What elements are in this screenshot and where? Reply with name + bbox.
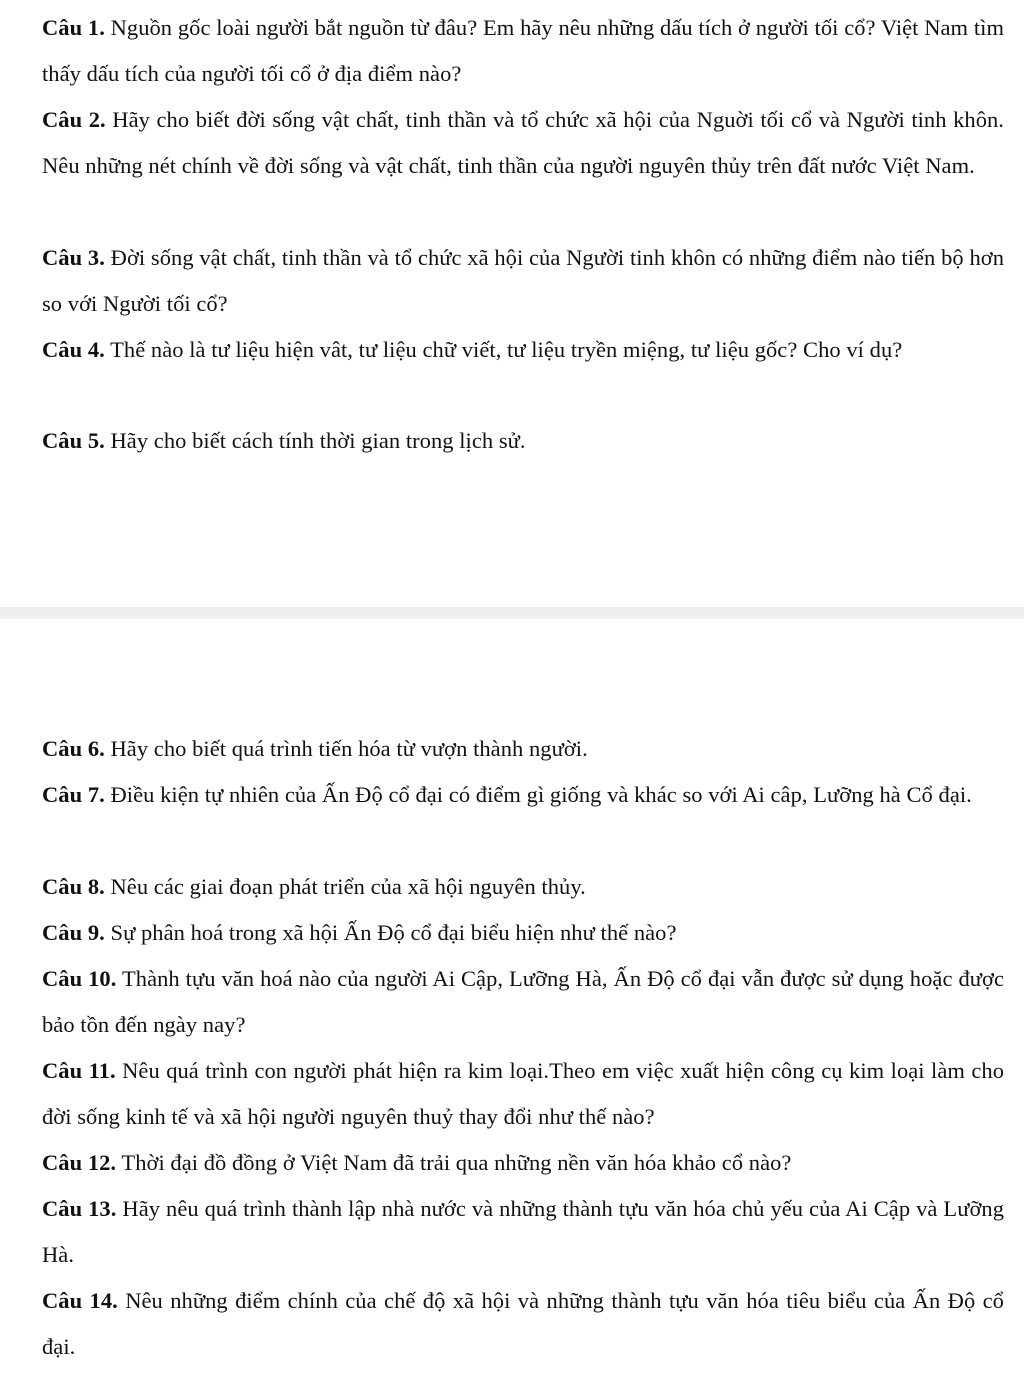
question-9 xyxy=(42,910,1004,956)
question-text: Thành tựu văn hoá nào của người Ai Cập, Lưỡng Hà, Ấn Độ cổ đại vẫn được sử dụng hoặc được bảo tồn đến ngày nay? xyxy=(42,966,1004,1037)
question-8 xyxy=(42,864,1004,910)
question-label: Câu 1. xyxy=(42,15,105,40)
question-text: Hãy cho biết đời sống vật chất, tinh thần và tổ chức xã hội của Nguời tối cổ và Người tinh khôn. Nêu những nét chính về đời sống và vật chất, tinh thần của người nguyên thủy trên đất nước Việt Nam. xyxy=(42,107,1004,178)
question-text: Hãy nêu quá trình thành lập nhà nước và những thành tựu văn hóa chủ yếu của Ai Cập và Lưỡng Hà. xyxy=(42,1196,1004,1267)
question-label: Câu 8. xyxy=(42,874,105,899)
question-label: Câu 14. xyxy=(42,1288,118,1313)
question-11 xyxy=(42,1048,1004,1140)
question-text: Thời đại đồ đồng ở Việt Nam đã trải qua những nền văn hóa khảo cổ nào? xyxy=(121,1150,792,1175)
question-5 xyxy=(42,418,1004,464)
question-text: Hãy cho biết quá trình tiến hóa từ vượn thành người. xyxy=(110,736,588,761)
question-2 xyxy=(42,97,1004,189)
question-12 xyxy=(42,1140,1004,1186)
question-label: Câu 2. xyxy=(42,107,106,132)
question-label: Câu 11. xyxy=(42,1058,116,1083)
question-text: Thế nào là tư liệu hiện vât, tư liệu chữ viết, tư liệu tryền miệng, tư liệu gốc? Cho ví dụ? xyxy=(110,337,903,362)
question-4 xyxy=(42,327,1004,373)
question-text: Đời sống vật chất, tinh thần và tổ chức xã hội của Người tinh khôn có những điểm nào tiến bộ hơn so với Người tối cổ? xyxy=(42,245,1004,316)
question-label: Câu 3. xyxy=(42,245,105,270)
question-label: Câu 9. xyxy=(42,920,105,945)
document-page-1 xyxy=(0,0,1024,607)
question-text: Nêu quá trình con người phát hiện ra kim loại.Theo em việc xuất hiện công cụ kim loại làm cho đời sống kinh tế và xã hội người nguyên thuỷ thay đổi như thế nào? xyxy=(42,1058,1004,1129)
question-3 xyxy=(42,235,1004,327)
question-text: Điều kiện tự nhiên của Ấn Độ cổ đại có điểm gì giống và khác so với Ai câp, Lưỡng hà Cổ đại. xyxy=(110,782,972,807)
question-14 xyxy=(42,1278,1004,1370)
question-7 xyxy=(42,772,1004,818)
question-10 xyxy=(42,956,1004,1048)
question-label: Câu 10. xyxy=(42,966,117,991)
question-label: Câu 4. xyxy=(42,337,105,362)
page-separator xyxy=(0,607,1024,619)
question-label: Câu 5. xyxy=(42,428,105,453)
question-6 xyxy=(42,726,1004,772)
question-13 xyxy=(42,1186,1004,1278)
question-text: Nêu những điểm chính của chế độ xã hội và những thành tựu văn hóa tiêu biểu của Ấn Độ cổ đại. xyxy=(42,1288,1004,1359)
question-text: Nguồn gốc loài người bắt nguồn từ đâu? Em hãy nêu những dấu tích ở người tối cổ? Việt Nam tìm thấy dấu tích của người tối cổ ở địa điểm nào? xyxy=(42,15,1004,86)
document-page-2 xyxy=(0,619,1024,1374)
question-text: Hãy cho biết cách tính thời gian trong lịch sử. xyxy=(110,428,526,453)
question-1 xyxy=(42,5,1004,97)
question-label: Câu 7. xyxy=(42,782,105,807)
question-text: Nêu các giai đoạn phát triển của xã hội nguyên thủy. xyxy=(110,874,586,899)
question-label: Câu 12. xyxy=(42,1150,117,1175)
question-label: Câu 6. xyxy=(42,736,105,761)
question-label: Câu 13. xyxy=(42,1196,117,1221)
question-text: Sự phân hoá trong xã hội Ấn Độ cổ đại biểu hiện như thế nào? xyxy=(110,920,677,945)
